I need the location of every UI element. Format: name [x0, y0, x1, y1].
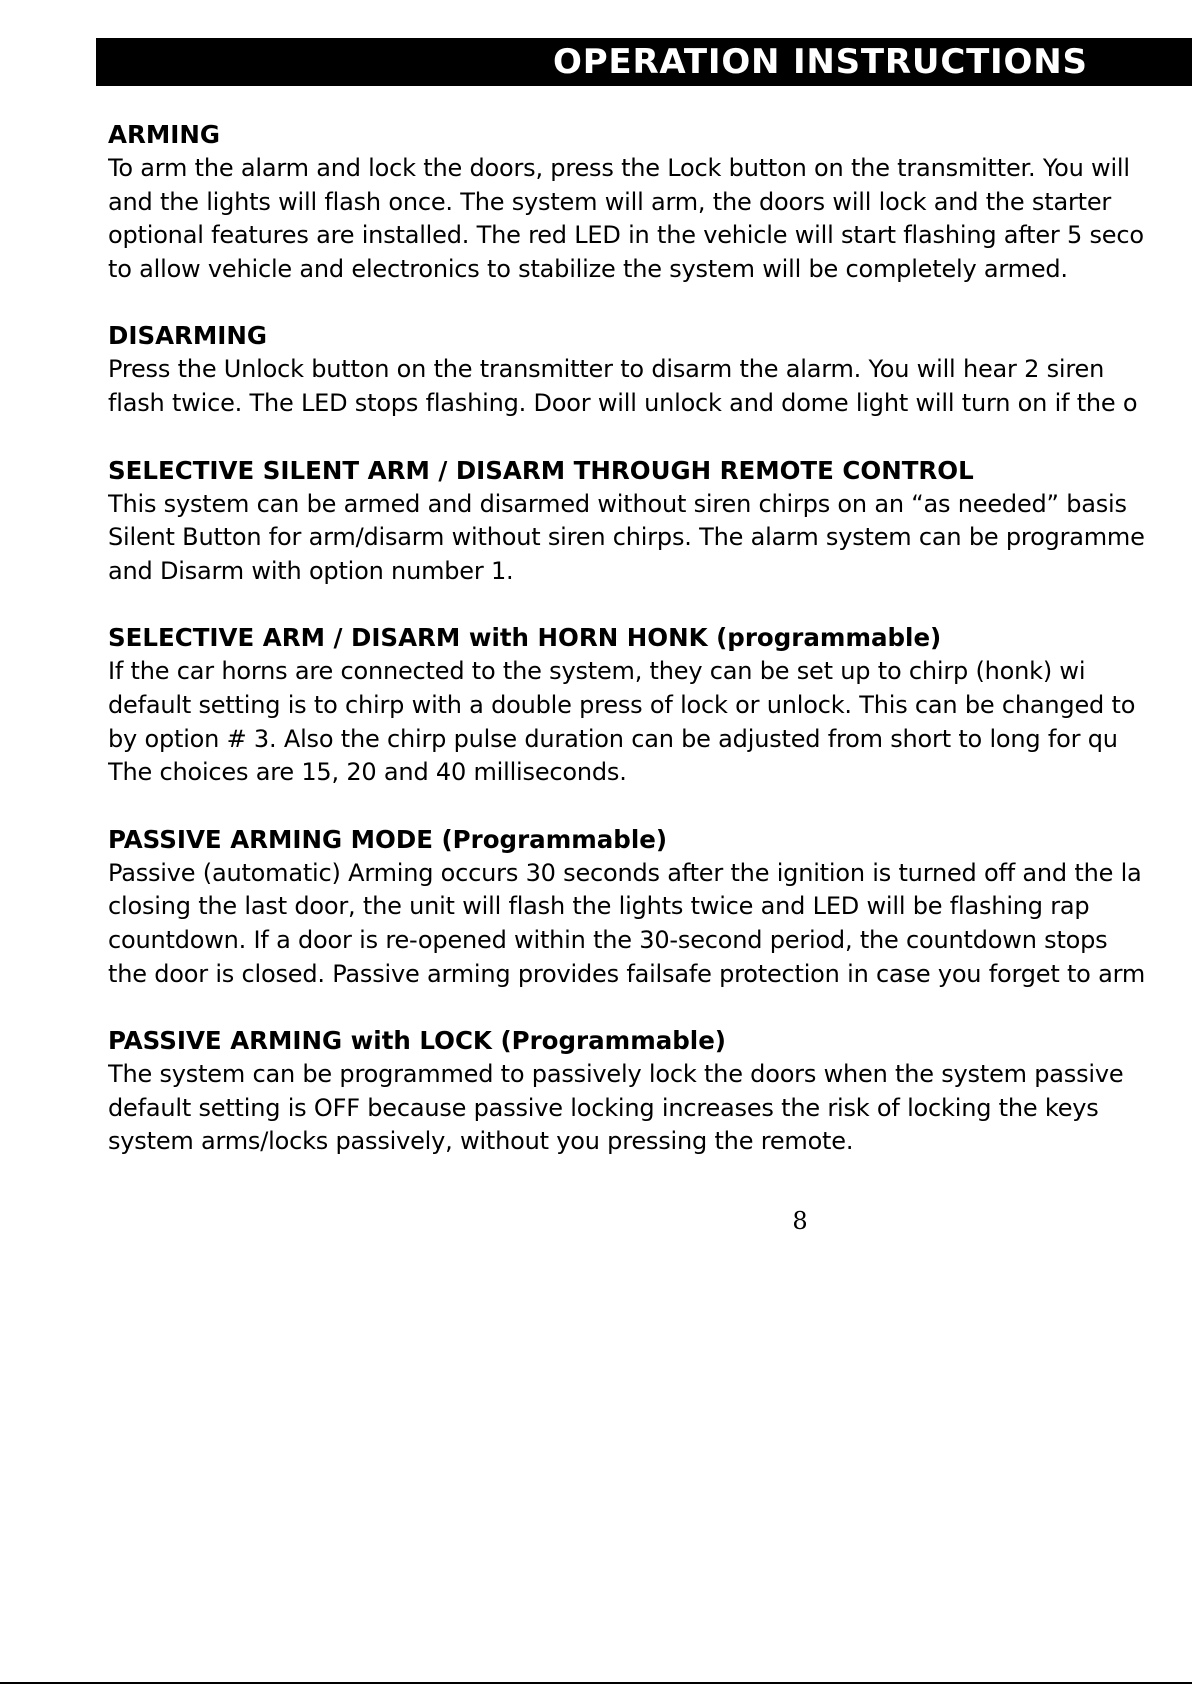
paragraph-line: Silent Button for arm/disarm without siren chirps. The alarm system can be programme: [108, 523, 1145, 552]
paragraph-line: The system can be programmed to passively lock the doors when the system passive: [108, 1060, 1124, 1089]
paragraph-line: Passive (automatic) Arming occurs 30 seconds after the ignition is turned off and the la: [108, 858, 1142, 887]
section-passive-lock: [108, 1024, 1192, 1159]
paragraph-line: If the car horns are connected to the system, they can be set up to chirp (honk) wi: [108, 657, 1086, 686]
page-title: OPERATION INSTRUCTIONS: [553, 42, 1088, 82]
paragraph-line: system arms/locks passively, without you pressing the remote.: [108, 1127, 854, 1156]
bottom-rule: [0, 1682, 1192, 1684]
paragraph-line: to allow vehicle and electronics to stabilize the system will be completely armed.: [108, 254, 1068, 283]
paragraph-line: the door is closed. Passive arming provides failsafe protection in case you forget to arm: [108, 959, 1146, 988]
section-heading: PASSIVE ARMING MODE (Programmable): [108, 824, 668, 854]
section-selective-silent: [108, 454, 1192, 589]
paragraph-line: by option # 3. Also the chirp pulse duration can be adjusted from short to long for qu: [108, 724, 1118, 753]
section-heading: SELECTIVE SILENT ARM / DISARM THROUGH REMOTE CONTROL: [108, 455, 974, 485]
paragraph-line: and Disarm with option number 1.: [108, 556, 514, 585]
section-heading: DISARMING: [108, 321, 268, 351]
paragraph-line: default setting is OFF because passive locking increases the risk of locking the keys: [108, 1093, 1099, 1122]
section-heading: PASSIVE ARMING with LOCK (Programmable): [108, 1026, 727, 1056]
paragraph-line: countdown. If a door is re-opened within the 30-second period, the countdown stops: [108, 925, 1108, 954]
section-disarming: [108, 319, 1192, 420]
section-heading: SELECTIVE ARM / DISARM with HORN HONK (programmable): [108, 623, 942, 653]
paragraph-line: Press the Unlock button on the transmitter to disarm the alarm. You will hear 2 siren: [108, 355, 1105, 384]
section-horn-honk: [108, 621, 1192, 789]
section-passive-arming: [108, 823, 1192, 991]
paragraph-line: closing the last door, the unit will flash the lights twice and LED will be flashing rap: [108, 892, 1090, 921]
paragraph-line: flash twice. The LED stops flashing. Door will unlock and dome light will turn on if the o: [108, 388, 1138, 417]
paragraph-line: To arm the alarm and lock the doors, press the Lock button on the transmitter. You will: [108, 154, 1130, 182]
section-heading: ARMING: [108, 120, 220, 149]
page-number: 8: [792, 1207, 808, 1235]
section-arming: [108, 118, 1192, 286]
paragraph-line: The choices are 15, 20 and 40 milliseconds.: [108, 758, 627, 787]
paragraph-line: optional features are installed. The red LED in the vehicle will start flashing after 5 seco: [108, 221, 1144, 250]
paragraph-line: This system can be armed and disarmed without siren chirps on an “as needed” basis: [108, 489, 1127, 518]
paragraph-line: default setting is to chirp with a double press of lock or unlock. This can be changed to: [108, 690, 1136, 719]
paragraph-line: and the lights will flash once. The system will arm, the doors will lock and the starter: [108, 187, 1112, 216]
instructions-body: [108, 118, 1192, 1192]
